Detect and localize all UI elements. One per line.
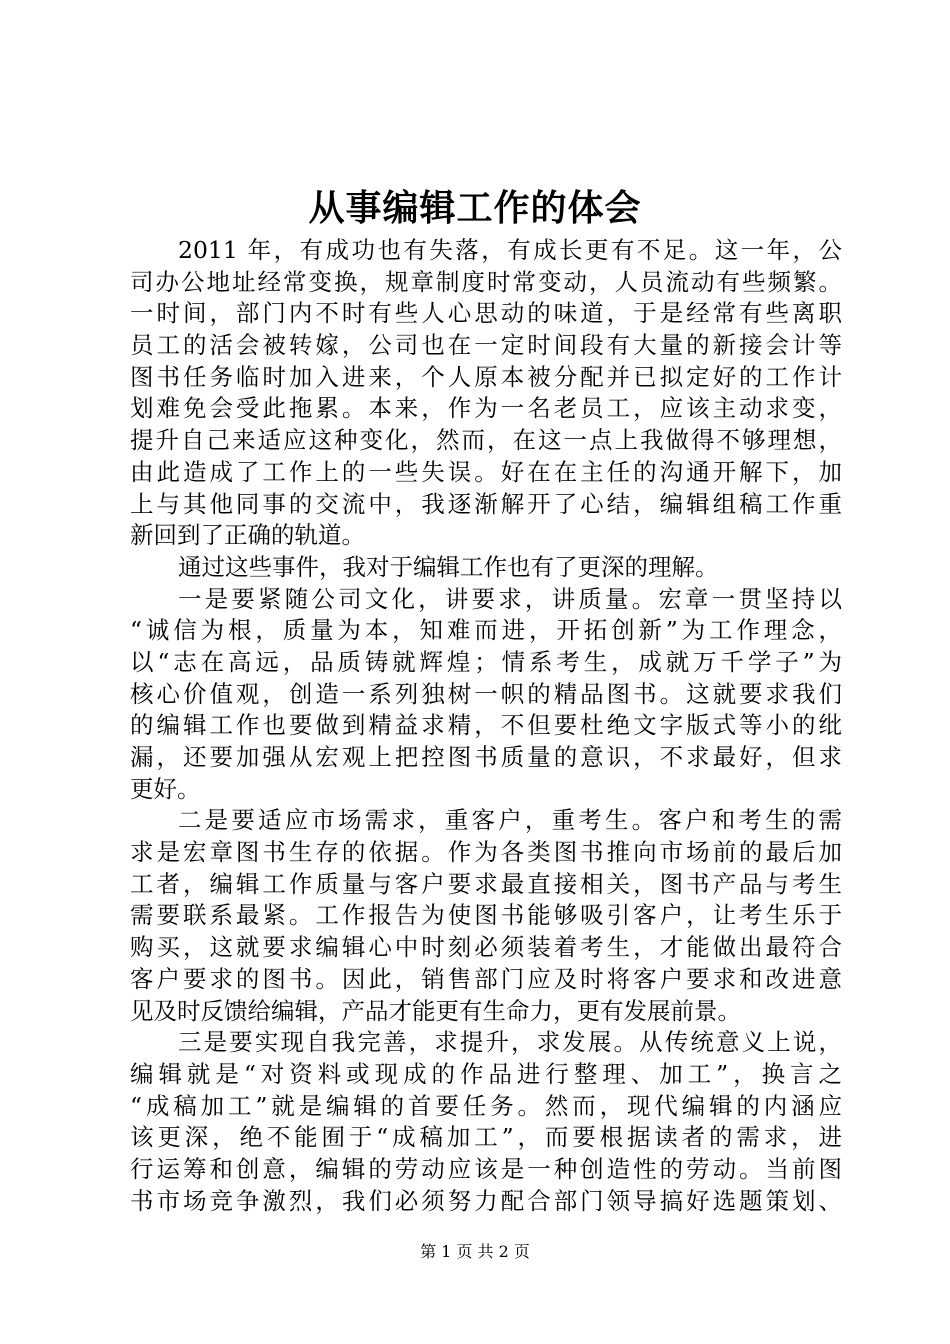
text-line: 由此造成了工作上的一些失误。好在在主任的沟通开解下，加 (130, 457, 842, 486)
paragraph-5 (130, 1027, 842, 1217)
text-line: 更好。 (130, 774, 201, 803)
text-line: 通过这些事件，我对于编辑工作也有了更深的理解。 (178, 552, 719, 581)
text-line: 购买，这就要求编辑心中时刻必须装着考生，才能做出最符合 (130, 933, 842, 962)
text-line: 的编辑工作也要做到精益求精，不但要杜绝文字版式等小的纰 (130, 711, 842, 740)
text-line: 客户要求的图书。因此，销售部门应及时将客户要求和改进意 (130, 964, 842, 993)
paragraph-1 (130, 235, 842, 552)
paragraph-2 (130, 552, 842, 584)
paragraph-3 (130, 584, 842, 806)
text-line: “诚信为根，质量为本，知难而进，开拓创新”为工作理念， (130, 616, 842, 645)
text-line: 工者，编辑工作质量与客户要求最直接相关，图书产品与考生 (130, 869, 842, 898)
text-line: 行运筹和创意，编辑的劳动应该是一种创造性的劳动。当前图 (130, 1154, 842, 1183)
text-line: 三是要实现自我完善，求提升，求发展。从传统意义上说， (178, 1028, 842, 1057)
text-line: 一是要紧随公司文化，讲要求，讲质量。宏章一贯坚持以 (178, 584, 842, 613)
text-line: 见及时反馈给编辑，产品才能更有生命力，更有发展前景。 (130, 996, 741, 1025)
text-line: 编辑就是“对资料或现成的作品进行整理、加工”，换言之 (130, 1059, 842, 1088)
text-line: 员工的活会被转嫁，公司也在一定时间段有大量的新接会计等 (130, 331, 842, 360)
paragraph-4 (130, 805, 842, 1027)
document-title: 从事编辑工作的体会 (308, 187, 642, 229)
text-line: 核心价值观，创造一系列独树一帜的精品图书。这就要求我们 (130, 679, 842, 708)
page-footer: 第 1 页 共 2 页 (420, 1242, 530, 1261)
text-line: 图书任务临时加入进来，个人原本被分配并已拟定好的工作计 (130, 362, 842, 391)
text-line: 需要联系最紧。工作报告为使图书能够吸引客户，让考生乐于 (130, 901, 842, 930)
text-line: 求是宏章图书生存的依据。作为各类图书推向市场前的最后加 (130, 838, 842, 867)
text-line: 书市场竞争激烈，我们必须努力配合部门领导搞好选题策划、 (130, 1186, 842, 1215)
text-line: 漏，还要加强从宏观上把控图书质量的意识，不求最好，但求 (130, 743, 842, 771)
text-line: 提升自己来适应这种变化，然而，在这一点上我做得不够理想， (130, 426, 842, 455)
text-line: 上与其他同事的交流中，我逐渐解开了心结，编辑组稿工作重 (130, 489, 842, 518)
text-line: 该更深，绝不能囿于“成稿加工”，而要根据读者的需求，进 (130, 1123, 842, 1152)
text-line: 二是要适应市场需求，重客户，重考生。客户和考生的需 (178, 806, 842, 835)
text-line: 2011 年，有成功也有失落，有成长更有不足。这一年，公 (178, 236, 842, 264)
text-line: 以“志在高远，品质铸就辉煌；情系考生，成就万千学子”为 (130, 647, 842, 676)
document-body (130, 235, 842, 1217)
text-line: 新回到了正确的轨道。 (130, 521, 365, 550)
text-line: 划难免会受此拖累。本来，作为一名老员工，应该主动求变， (130, 394, 842, 423)
text-line: “成稿加工”就是编辑的首要任务。然而，现代编辑的内涵应 (130, 1091, 842, 1120)
text-line: 一时间，部门内不时有些人心思动的味道，于是经常有些离职 (130, 299, 842, 328)
text-line: 司办公地址经常变换，规章制度时常变动，人员流动有些频繁。 (130, 267, 842, 296)
